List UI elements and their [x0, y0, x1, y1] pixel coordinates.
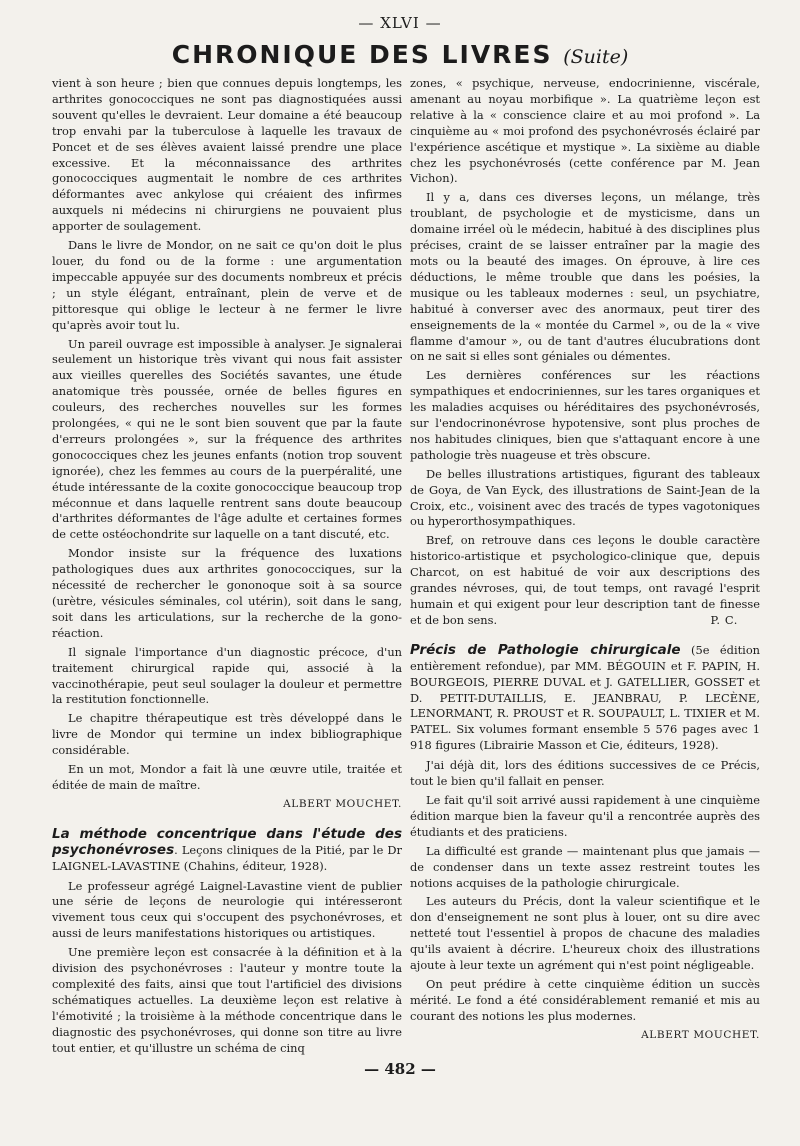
paragraph: Les dernières conférences sur les réactions sympathiques et endocriniennes, sur les tares organiques et les maladies acquises ou héréditaires des psychonévrosés, sur l'endocrinonévrose hypotensive, sont plus proches de nos habitudes cliniques, bien que s'attaquant encore à une pathologie très nuageuse et très obscure.: [410, 368, 760, 462]
paragraph: Un pareil ouvrage est impossible à analyser. Je signalerai seulement un historique très vivant qui nous fait assister aux vieilles querelles des Sociétés savantes, une étude anatomique très poussée, ornée de belles figures en couleurs, des recherches nouvelles sur les formes prolongées, « qui ne le sont bien souvent que par la faute d'erreurs prolongées », sur la fréquence des arthrites gonococciques chez les jeunes enfants (notion trop souvent ignorée), chez les femmes au cours de la puerpéralité, une étude intéressante de la coxite gonococcique beaucoup trop méconnue et dans laquelle rentrent sans doute beaucoup d'arthrites déformantes de l'âge adulte et certaines formes de cette ostéochondrite sur laquelle on a tant discuté, etc.: [52, 336, 402, 542]
signature: ALBERT MOUCHET.: [283, 797, 402, 810]
section-title: [0, 40, 800, 69]
review-precis-pathologie: [410, 643, 760, 1044]
review-title: La méthode concentrique dans l'étude des psychonévroses: [52, 825, 402, 858]
paragraph: En un mot, Mondor a fait là une œuvre utile, traitée et éditée de main de maître.: [52, 762, 402, 792]
paragraph: La difficulté est grande — maintenant plus que jamais — de condenser dans un texte assez restreint toutes les notions acquises de la pathologie chirurgicale.: [410, 843, 760, 890]
section-title-text: CHRONIQUE DES LIVRES: [171, 40, 553, 69]
paragraph: vient à son heure ; bien que connues depuis longtemps, les arthrites gonococciques ne sont pas diagnostiquées aussi souvent qu'elles le devraient. Leur domaine a été beaucoup trop envahi par la tuberculose à laquelle les travaux de Poncet et de ses élèves avaient laissé prendre une place excessive. Et la méconnaissance des arthrites gonococciques augmentait le nombre de ces arthrites déformantes avec ankylose qui créaient des infirmes auxquels ni médecins ni chirurgiens ne pouvaient plus apporter de soulagement.: [52, 76, 402, 234]
paragraph: [410, 533, 760, 628]
paragraph: Le chapitre thérapeutique est très développé dans le livre de Mondor qui termine un index bibliographique considérable.: [52, 711, 402, 758]
right-column: [410, 76, 760, 1047]
paragraph: J'ai déjà dit, lors des éditions successives de ce Précis, tout le bien qu'il fallait en penser.: [410, 758, 760, 789]
paragraph: Le fait qu'il soit arrivé aussi rapidement à une cinquième édition marque bien la faveur qu'il a rencontrée auprès des étudiants et des praticiens.: [410, 792, 760, 839]
paragraph: Mondor insiste sur la fréquence des luxations pathologiques dues aux arthrites gonococciques, sur la nécessité de rechercher le gononoque soit à sa source (urètre, vésicules séminales, col utérin), soit dans le sang, soit dans les articulations, sur la recherche de la gono-réaction.: [52, 546, 402, 640]
paragraph: zones, « psychique, nerveuse, endocrinienne, viscérale, amenant au noyau morbifique ». La quatrième leçon est relative à la « conscience claire et au moi profond ». La cinquième au « moi profond des psychonévrosés éclairé par l'expérience ascétique et mystique ». La sixième au diable chez les psychonévrosés (cette conférence par M. Jean Vichon).: [410, 76, 760, 186]
left-column: [52, 76, 402, 1059]
paragraph: Les auteurs du Précis, dont la valeur scientifique et le don d'enseignement ne sont plus à louer, ont su dire avec netteté tout l'essentiel à propos de chacune des maladies qu'ils avaient à décrire. L'heureux choix des illustrations ajoute à leur texte un agrément qui n'est point négligeable.: [410, 894, 760, 973]
paragraph: Une première leçon est consacrée à la définition et à la division des psychonévroses : l'auteur y montre toute la complexité des faits, ainsi que tout l'artificiel des divisions schématiques actuelles. La deuxième leçon est relative à l'émotivité ; la troisième à la méthode concentrique dans le diagnostic des psychonévroses, qui donne son titre au livre tout entier, et qu'illustre un schéma de cinq: [52, 945, 402, 1055]
paragraph: De belles illustrations artistiques, figurant des tableaux de Goya, de Van Eyck, des illustrations de Saint-Jean de la Croix, etc., voisinent avec des tracés de types vagotoniques ou hyperorthosympathiques.: [410, 466, 760, 529]
roman-page-number: — XLVI —: [358, 14, 442, 32]
review-title: Précis de Pathologie chirurgicale: [410, 641, 681, 658]
signature-initials: P. C.: [710, 612, 738, 627]
paragraph: Dans le livre de Mondor, on ne sait ce qu'on doit le plus louer, du fond ou de la forme : une argumentation impeccable appuyée sur des documents nombreux et précis ; un style élégant, entraînant, plein de verve et de pittoresque qui oblige le lecteur à ne fermer le livre qu'après avoir tout lu.: [52, 238, 402, 332]
review-heading: [52, 827, 402, 875]
paragraph: Il y a, dans ces diverses leçons, un mélange, très troublant, de psychologie et de mysticisme, dans un domaine irréel où le médecin, habitué à des disciplines plus précises, craint de se laisser entraîner par la magie des mots ou la beauté des images. On éprouve, à lire ces déductions, le même trouble que dans les poésies, la musique ou les tableaux modernes : seul, un psychiatre, habitué à converser avec des anormaux, peut tirer des enseignements de la « montée du Carmel », ou de la « vive flamme d'amour », ou de tant d'autres élucubrations dont on ne sait si elles sont géniales ou démentes.: [410, 190, 760, 364]
review-laignel-lavastine: [52, 827, 402, 1057]
paragraph: Il signale l'importance d'un diagnostic précoce, d'un traitement chirurgical rapide qui, associé à la vaccinothérapie, peut seul soulager la douleur et permettre la restitution fonctionnelle.: [52, 644, 402, 707]
paragraph: Le professeur agrégé Laignel-Lavastine vient de publier une série de leçons de neurologie qui intéresseront vivement tous ceux qui s'occupent des psychonévroses, et aussi de leurs manifestations historiques ou artistiques.: [52, 878, 402, 941]
paragraph: On peut prédire à cette cinquième édition un succès mérité. Le fond a été considérablement remanié et mis au courant des notions les plus modernes.: [410, 976, 760, 1023]
signature: ALBERT MOUCHET.: [641, 1028, 760, 1041]
closing-text: Bref, on retrouve dans ces leçons le double caractère historico-artistique et psychologico-clinique que, depuis Charcot, on est habitué de voir aux descriptions des grandes névroses, qui, de tout temps, ont ravagé l'esprit humain et qui exigent pour leur description tant de finesse et de bon sens.: [410, 533, 760, 627]
page-number: — 482 —: [364, 1060, 436, 1078]
section-title-suffix: (Suite): [563, 46, 629, 68]
review-heading: [410, 643, 760, 754]
review-reference: . Leçons cliniques de la Pitié, par le Dr LAIGNEL-LAVASTINE (Chahins, éditeur, 1928).: [52, 842, 402, 873]
review-reference: (5e édition entièrement refondue), par MM. BÉGOUIN et F. PAPIN, H. BOURGEOIS, PIERRE DUVAL et J. GATELLIER, GOSSET et D. PETIT-DUTAILLIS, E. JEANBRAU, P. LECÈNE, LENORMANT, R. PROUST et R. SOUPAULT, L. TIXIER et M. PATEL. Six volumes formant ensemble 5 576 pages avec 1 918 figures (Librairie Masson et Cie, éditeurs, 1928).: [410, 642, 761, 753]
